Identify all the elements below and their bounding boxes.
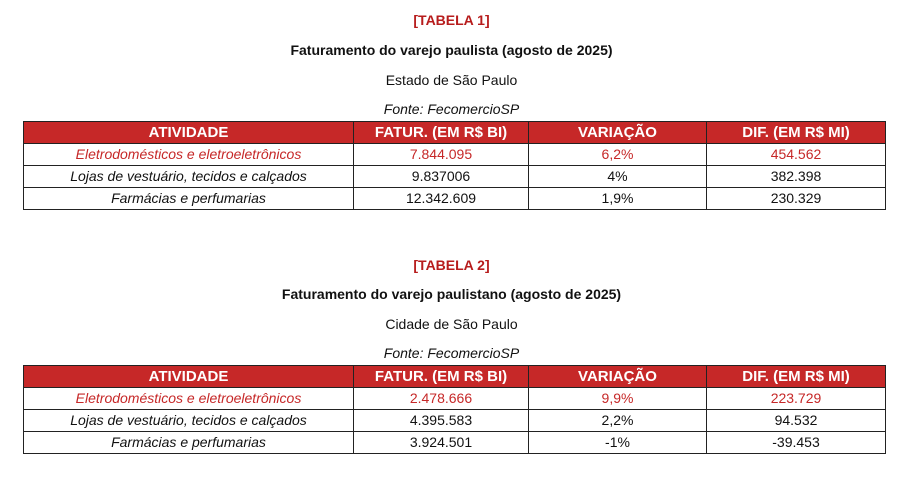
cell-activity: Farmácias e perfumarias bbox=[24, 432, 354, 454]
column-header-variation: VARIAÇÃO bbox=[529, 366, 707, 388]
cell-difference: -39.453 bbox=[707, 432, 886, 454]
column-header-revenue: FATUR. (EM R$ BI) bbox=[354, 366, 529, 388]
cell-revenue: 7.844.095 bbox=[354, 144, 529, 166]
table2-section bbox=[0, 210, 903, 454]
column-header-variation: VARIAÇÃO bbox=[529, 122, 707, 144]
table1-source: Fonte: FecomercioSP bbox=[383, 101, 520, 117]
cell-variation: 6,2% bbox=[529, 144, 707, 166]
cell-variation: -1% bbox=[529, 432, 707, 454]
cell-difference: 223.729 bbox=[707, 388, 886, 410]
table2-title: Faturamento do varejo paulistano (agosto de 2025) bbox=[281, 286, 622, 302]
cell-difference: 382.398 bbox=[707, 166, 886, 188]
table-row bbox=[24, 388, 886, 410]
table-row bbox=[24, 432, 886, 454]
cell-difference: 454.562 bbox=[707, 144, 886, 166]
table-header-row bbox=[24, 366, 886, 388]
column-header-difference: DIF. (EM R$ MI) bbox=[707, 366, 886, 388]
cell-variation: 2,2% bbox=[529, 410, 707, 432]
cell-activity: Eletrodomésticos e eletroeletrônicos bbox=[24, 144, 354, 166]
cell-activity: Lojas de vestuário, tecidos e calçados bbox=[24, 410, 354, 432]
column-header-activity: ATIVIDADE bbox=[24, 366, 354, 388]
column-header-activity: ATIVIDADE bbox=[24, 122, 354, 144]
cell-revenue: 4.395.583 bbox=[354, 410, 529, 432]
table2-tag: [TABELA 2] bbox=[413, 257, 490, 273]
table1-title: Faturamento do varejo paulista (agosto de 2025) bbox=[290, 42, 613, 58]
cell-revenue: 12.342.609 bbox=[354, 188, 529, 210]
table-header-row bbox=[24, 122, 886, 144]
cell-revenue: 9.837006 bbox=[354, 166, 529, 188]
cell-revenue: 3.924.501 bbox=[354, 432, 529, 454]
cell-variation: 4% bbox=[529, 166, 707, 188]
column-header-revenue: FATUR. (EM R$ BI) bbox=[354, 122, 529, 144]
table1-subtitle: Estado de São Paulo bbox=[385, 72, 518, 88]
table2 bbox=[23, 365, 886, 454]
table2-subtitle: Cidade de São Paulo bbox=[385, 316, 518, 332]
table-row bbox=[24, 410, 886, 432]
table-row bbox=[24, 144, 886, 166]
table1-tag: [TABELA 1] bbox=[413, 12, 490, 28]
table1-section bbox=[0, 0, 903, 210]
table-row bbox=[24, 188, 886, 210]
table2-source: Fonte: FecomercioSP bbox=[383, 345, 520, 361]
cell-revenue: 2.478.666 bbox=[354, 388, 529, 410]
cell-activity: Lojas de vestuário, tecidos e calçados bbox=[24, 166, 354, 188]
cell-activity: Eletrodomésticos e eletroeletrônicos bbox=[24, 388, 354, 410]
cell-difference: 230.329 bbox=[707, 188, 886, 210]
table1 bbox=[23, 121, 886, 210]
cell-variation: 9,9% bbox=[529, 388, 707, 410]
table-row bbox=[24, 166, 886, 188]
column-header-difference: DIF. (EM R$ MI) bbox=[707, 122, 886, 144]
cell-activity: Farmácias e perfumarias bbox=[24, 188, 354, 210]
cell-difference: 94.532 bbox=[707, 410, 886, 432]
cell-variation: 1,9% bbox=[529, 188, 707, 210]
